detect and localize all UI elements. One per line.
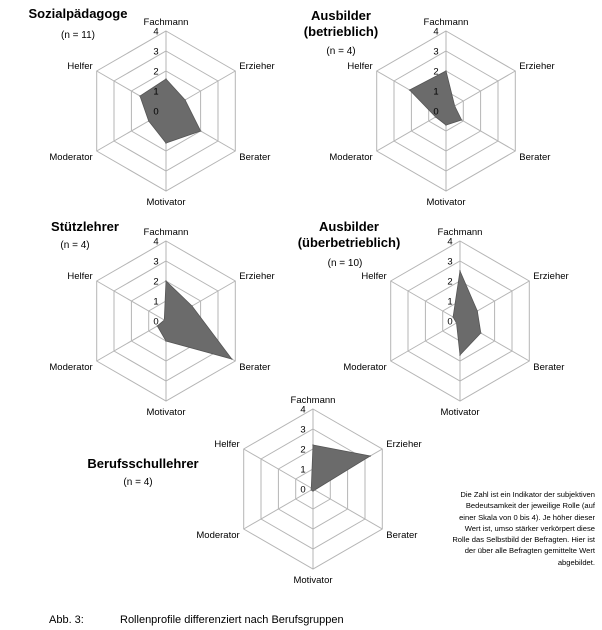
axis-label: Motivator (440, 407, 480, 418)
axis-label: Berater (386, 530, 418, 541)
tick-label: 4 (447, 236, 453, 248)
tick-label: 3 (153, 256, 159, 268)
tick-label: 1 (300, 464, 306, 476)
figure-caption (49, 614, 344, 626)
tick-label: 1 (433, 86, 439, 98)
tick-label: 4 (300, 404, 306, 416)
axis-label: Berater (239, 362, 271, 373)
tick-label: 0 (153, 106, 159, 118)
data-polygon (311, 445, 370, 491)
tick-label: 1 (153, 86, 159, 98)
tick-label: 2 (447, 276, 453, 288)
chart-title: Sozialpädagoge (28, 6, 128, 21)
chart-n-label: (n = 4) (326, 46, 356, 57)
axis-label: Berater (519, 152, 551, 163)
axis-label: Fachmann (423, 17, 469, 28)
axis-label: Erzieher (533, 271, 569, 282)
axis-label: Moderator (49, 362, 93, 373)
axis-label: Erzieher (239, 271, 275, 282)
axis-label: Motivator (146, 407, 186, 418)
tick-label: 2 (153, 66, 159, 78)
tick-label: 4 (153, 26, 159, 38)
tick-label: 2 (153, 276, 159, 288)
axis-label: Helfer (214, 439, 240, 450)
axis-label: Helfer (67, 271, 93, 282)
tick-label: 0 (433, 106, 439, 118)
axis-label: Motivator (146, 197, 186, 208)
axis-label: Erzieher (519, 61, 555, 72)
axis-label: Motivator (426, 197, 466, 208)
tick-label: 0 (300, 484, 306, 496)
data-point (311, 489, 313, 491)
tick-label: 2 (300, 444, 306, 456)
tick-label: 3 (433, 46, 439, 58)
axis-label: Motivator (293, 575, 333, 586)
tick-label: 3 (300, 424, 306, 436)
axis-label: Erzieher (239, 61, 275, 72)
caption-text: Rollenprofile differenziert nach Berufsgruppen (120, 614, 344, 626)
caption-label: Abb. 3: (49, 614, 84, 626)
chart-title: Ausbilder (betrieblich) (303, 8, 379, 39)
axis-label: Helfer (67, 61, 93, 72)
tick-label: 0 (447, 316, 453, 328)
axis-label: Fachmann (143, 17, 189, 28)
tick-label: 2 (433, 66, 439, 78)
axis-label: Moderator (49, 152, 93, 163)
axis-label: Erzieher (386, 439, 422, 450)
axis-label: Helfer (361, 271, 387, 282)
axis-label: Fachmann (437, 227, 483, 238)
tick-label: 1 (447, 296, 453, 308)
chart-n-label: (n = 4) (60, 240, 90, 251)
tick-label: 1 (153, 296, 159, 308)
explanation-note: Die Zahl ist ein Indikator der subjektiven Bedeutsamkeit der jeweilige Rolle (auf einer Skala von 0 bis 4). Je höher dieser Wert ist, umso stärker verkörpert diese Rolle das Selbstbild der Befragten. Hier ist der über alle Befragten gemittelte Wert abgebildet. (452, 490, 595, 567)
axis-label: Moderator (196, 530, 240, 541)
chart-title: Stützlehrer (51, 219, 119, 234)
axis-label: Berater (239, 152, 271, 163)
tick-label: 0 (153, 316, 159, 328)
tick-label: 4 (433, 26, 439, 38)
data-point (312, 444, 314, 446)
chart-title: Ausbilder (überbetrieblich) (297, 219, 401, 250)
axis-label: Moderator (329, 152, 373, 163)
axis-label: Fachmann (290, 395, 336, 406)
axis-label: Moderator (343, 362, 387, 373)
data-point (369, 455, 371, 457)
axis-label: Berater (533, 362, 565, 373)
tick-label: 4 (153, 236, 159, 248)
data-point (314, 489, 316, 491)
chart-n-label: (n = 10) (327, 258, 363, 269)
tick-label: 3 (447, 256, 453, 268)
data-point (311, 487, 313, 489)
axis-label: Fachmann (143, 227, 189, 238)
axis-label: Helfer (347, 61, 373, 72)
chart-title: Berufsschullehrer (87, 456, 199, 471)
chart-n-label: (n = 11) (61, 30, 95, 41)
tick-label: 3 (153, 46, 159, 58)
chart-n-label: (n = 4) (123, 477, 153, 488)
data-point (312, 490, 314, 492)
